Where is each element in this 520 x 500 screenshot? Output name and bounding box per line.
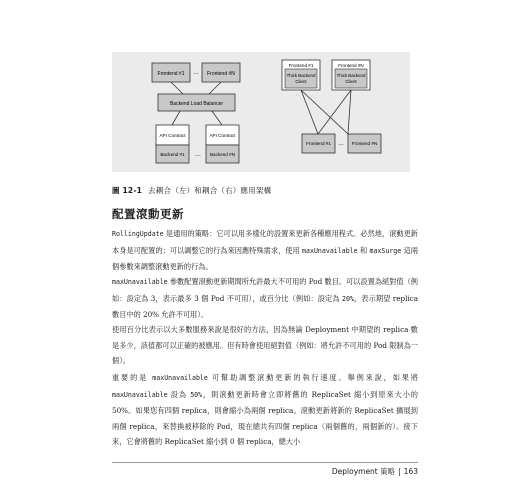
left-top-ellipsis: …	[193, 70, 199, 76]
right-client-n-line1: Thick Backend	[336, 73, 366, 78]
inline-code: maxUnavailable	[302, 246, 358, 255]
inline-code: RollingUpdate	[112, 230, 164, 238]
inline-code: maxUnavailable	[112, 278, 168, 286]
inline-code: 20%	[342, 294, 354, 303]
paragraph-3	[112, 322, 418, 369]
right-client-1-line1: Thick Backend	[286, 73, 316, 78]
figure-panel	[112, 52, 410, 172]
paragraph-1	[112, 226, 418, 275]
inline-code: 50%	[190, 390, 203, 399]
inline-code: maxUnavailable	[112, 390, 168, 399]
left-bottom-ellipsis: …	[195, 152, 201, 158]
paragraph-text: ，表示期望 replica 數目中的 20% 允許不可用）。	[112, 293, 419, 319]
running-title: Deployment 策略	[331, 467, 396, 476]
paragraph-text: 這兩個參數來調整滾動更新的行為。	[112, 245, 418, 271]
page-footer	[332, 466, 418, 477]
inline-code: maxSurge	[369, 246, 402, 255]
paragraph-text: ，則滾動更新時會立即將舊的 ReplicaSet 縮小到原來大小的 50%。如果您有四個 replica，則會縮小為兩個 replica。滾動更新將新的 ReplicaSet 擴展到兩個 replica，來替換被移除的 Pod，現在總共有四個 replica（兩個舊的，兩個新的）。接下來，它會將舊的 ReplicaSet 縮小到 0 個 replica，總大小	[112, 389, 418, 446]
inline-code: maxUnavailable	[152, 374, 208, 382]
paragraph-text: 使用百分比表示以大多數服務來說是很好的方法，因為無論 Deployment 中期望的 replica 數是多少，該值都可以正確的被應用。但有時會使用絕對值（例如：將允許不可用的 Pod 限制為一個）。	[112, 325, 418, 365]
load-balancer-label: Backend Load Balancer	[169, 101, 224, 107]
right-backend-n-label: Frontend #N	[351, 141, 378, 146]
paragraph-text: 和	[357, 245, 370, 255]
backend-n-label: Backend #N	[209, 152, 236, 157]
figure-number: 圖 12-1	[112, 186, 143, 195]
footer-separator: |	[398, 467, 401, 476]
left-frontend-n-label: Frontend #N	[207, 71, 235, 77]
page-number: 163	[403, 467, 418, 476]
right-bottom-ellipsis: …	[338, 141, 344, 147]
left-frontend-1-label: Frontend #1	[157, 71, 185, 77]
right-client-1-line2: Client	[295, 79, 307, 84]
right-backend-1-label: Frontend #1	[306, 141, 331, 146]
right-frontend-n-label: Frontend #N	[338, 63, 364, 68]
paragraph-2	[112, 274, 418, 323]
paragraph-text: 是通用的策略：它可以用多樣化的設置來更新各種應用程式。必然地，滾動更新本身是可配置的；可以調整它的行為來因應特殊需求，使用	[112, 229, 418, 255]
figure-caption	[112, 185, 271, 196]
backend-1-label: Backend #1	[160, 152, 185, 157]
figure-caption-text: 去耦合（左）和耦合（右）應用架構	[148, 186, 272, 195]
paragraph-4	[112, 370, 418, 450]
paragraph-text: 重要的是	[112, 373, 153, 382]
paragraph-text: 可幫助調整滾動更新的執行速度。舉例來說，如果將	[207, 373, 418, 382]
architecture-diagram	[112, 52, 410, 172]
api-contract-b-label: API Contract	[209, 133, 236, 138]
footer-rule	[112, 462, 418, 463]
paragraph-text: 參數配置滾動更新期間所允許最大不可用的 Pod 數目。可以設置為絕對值（例如：設定為 3，表示最多 3 個 Pod 不可用），或百分比（例如：設定為	[112, 277, 418, 303]
section-title: 配置滾動更新	[112, 207, 184, 221]
paragraph-text: 設為	[167, 389, 191, 399]
right-client-n-line2: Client	[345, 79, 357, 84]
api-contract-a-label: API Contract	[159, 133, 186, 138]
right-frontend-1-label: Frontend #1	[288, 63, 314, 68]
